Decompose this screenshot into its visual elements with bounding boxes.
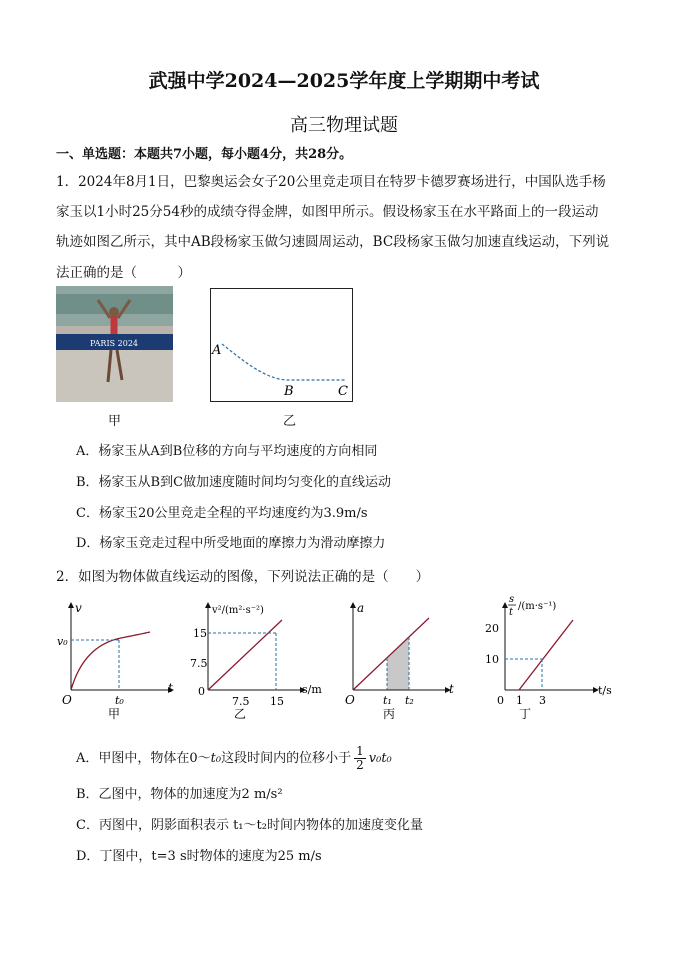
graph-ding-xtick-3: 3	[539, 694, 546, 707]
graph-bing-xlabel: t	[449, 682, 454, 696]
graph-yi	[190, 600, 330, 725]
q1-stem-line-1: 1．2024年8月1日，巴黎奥运会女子20公里竞走项目在特罗卡德罗赛场进行，中国队选手杨	[56, 174, 606, 190]
v2-line	[208, 620, 282, 690]
graph-yi-ytick-0: 0	[198, 685, 205, 698]
graph-jia-ylabel: v	[75, 601, 82, 615]
one-half-fraction	[354, 745, 366, 772]
q2-option-a[interactable]	[76, 745, 392, 772]
graph-jia-caption: 甲	[108, 707, 121, 721]
photo-finish-line	[56, 286, 173, 402]
graph-jia-v0: v₀	[57, 635, 68, 648]
q1-stem-line-2: 家玉以1小时25分54秒的成绩夺得金牌，如图甲所示。假设杨家玉在水平路面上的一段运动	[56, 204, 599, 220]
point-a-label: A	[212, 343, 222, 358]
graph-jia-xlabel: t	[168, 681, 173, 695]
point-c-label: C	[338, 384, 348, 399]
graph-bing-caption: 丙	[383, 707, 396, 721]
graph-yi-ylabel: v²/(m²·s⁻²)	[212, 605, 264, 616]
graph-ding-ylabel-t: t	[509, 607, 514, 618]
fig-caption-jia: 甲	[108, 414, 122, 429]
graph-ding-ylabel-unit: /(m·s⁻¹)	[518, 601, 557, 612]
graph-ding-xtick-1: 1	[516, 694, 523, 707]
graph-bing-origin: O	[345, 693, 355, 707]
q2-option-d[interactable]: D．丁图中，t=3 s时物体的速度为25 m/s	[76, 849, 322, 864]
graph-yi-xtick-15: 15	[270, 695, 284, 708]
q2-option-a-prefix: A．甲图中，物体在0～	[76, 751, 211, 766]
q1-option-b[interactable]: B．杨家玉从B到C做加速度随时间均匀变化的直线运动	[76, 475, 392, 490]
graph-yi-ytick-15: 15	[193, 627, 207, 640]
trajectory-frame	[211, 289, 353, 402]
graph-bing	[345, 600, 465, 725]
graph-jia-origin: O	[62, 693, 72, 707]
fraction-numerator: 1	[356, 744, 364, 758]
q1-option-d[interactable]: D．杨家玉竞走过程中所受地面的摩擦力为滑动摩擦力	[76, 536, 386, 551]
graph-yi-caption: 乙	[234, 707, 247, 721]
banner-text: PARIS 2024	[90, 339, 138, 348]
q1-stem-line-4: 法正确的是（ ）	[56, 265, 191, 281]
graph-ding-ytick-10: 10	[485, 653, 499, 666]
trajectory-path	[222, 344, 345, 380]
graph-yi-ytick-7.5: 7.5	[190, 657, 208, 670]
q2-option-a-tail: v₀t₀	[368, 751, 392, 766]
graph-bing-ylabel: a	[357, 601, 365, 615]
q2-option-a-t0: t₀	[210, 751, 222, 766]
graph-bing-t1: t₁	[383, 694, 392, 707]
point-b-label: B	[284, 384, 294, 399]
graph-ding-ylabel-s: s	[509, 594, 515, 605]
exam-title: 武强中学2024—2025学年度上学期期中考试	[148, 70, 540, 92]
fraction-denominator: 2	[356, 758, 364, 772]
graph-yi-xtick-7.5: 7.5	[232, 695, 250, 708]
q2-stem: 2．如图为物体做直线运动的图像，下列说法正确的是（ ）	[56, 569, 430, 585]
q2-option-c[interactable]: C．丙图中，阴影面积表示 t₁～t₂时间内物体的加速度变化量	[76, 818, 423, 833]
shaded-area	[387, 637, 409, 690]
section-heading: 一、单选题：本题共7小题，每小题4分，共28分。	[56, 147, 353, 162]
q1-stem-line-3: 轨迹如图乙所示，其中AB段杨家玉做匀速圆周运动，BC段杨家玉做匀加速直线运动，下列说	[56, 234, 610, 250]
graph-ding	[485, 592, 620, 725]
graph-jia	[56, 600, 181, 725]
graph-ding-xtick-0: 0	[497, 694, 504, 707]
q2-option-b[interactable]: B．乙图中，物体的加速度为2 m/s²	[76, 787, 283, 802]
trajectory-figure	[210, 288, 355, 404]
velocity-curve	[71, 632, 150, 690]
graph-jia-t0: t₀	[115, 694, 124, 707]
graph-ding-caption: 丁	[519, 707, 532, 721]
q1-option-a[interactable]: A．杨家玉从A到B位移的方向与平均速度的方向相同	[76, 444, 378, 459]
graph-yi-xlabel: s/m	[302, 683, 322, 696]
q1-option-c[interactable]: C．杨家玉20公里竞走全程的平均速度约为3.9m/s	[76, 506, 368, 521]
st-line	[519, 620, 573, 690]
exam-subtitle: 高三物理试题	[290, 115, 398, 136]
q2-option-a-mid: 这段时间内的位移小于	[221, 751, 352, 766]
fig-caption-yi: 乙	[283, 414, 297, 429]
graph-ding-xlabel: t/s	[598, 684, 612, 697]
graph-ding-ytick-20: 20	[485, 622, 499, 635]
graph-bing-t2: t₂	[405, 694, 414, 707]
